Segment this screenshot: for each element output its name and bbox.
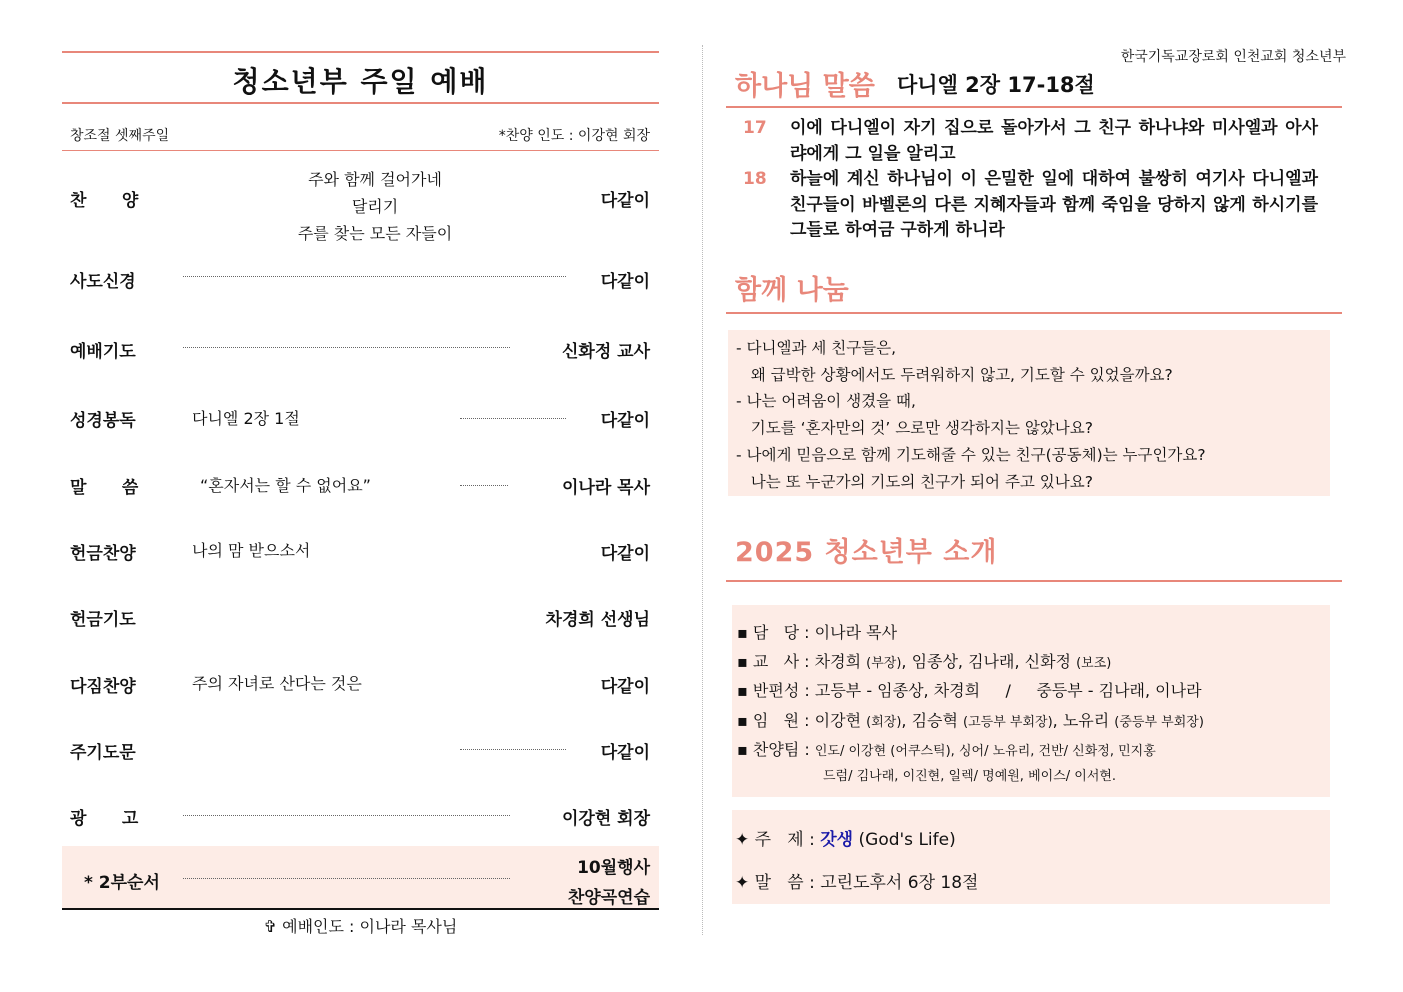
praise-label: 찬 양: [70, 191, 139, 211]
teachers-c: , 임종상, 김나래, 신화정: [901, 652, 1077, 671]
song-1: 주와 함께 걸어가네: [308, 170, 442, 189]
prayer-label: 예배기도: [70, 342, 136, 362]
staff-officers: [737, 708, 1204, 731]
share-rule: [726, 312, 1342, 314]
part2-line1: 10월행사: [577, 858, 650, 878]
praise-team-a: ▪ 찬양팀 :: [737, 740, 815, 759]
part2-line2: 찬양곡연습: [567, 888, 650, 908]
verse-17-num: 17: [743, 118, 767, 138]
question-line: - 다니엘과 세 친구들은,: [736, 339, 897, 357]
verse-18-text: 하늘에 계신 하나님이 이 은밀한 일에 대하여 불쌍히 여기사 다니엘과 친구들이 바벨론의 다른 지혜자들과 함께 죽임을 당하지 않게 하시기를 그들로 하여금 구하게 하니라: [790, 169, 1318, 240]
offering-song-who: 다같이: [600, 544, 650, 564]
lords-prayer-who: 다같이: [600, 743, 650, 763]
offering-prayer-label: 헌금기도: [70, 610, 136, 630]
creed-label: 사도신경: [70, 272, 136, 292]
officers-f: (중등부 부회장): [1114, 715, 1204, 730]
staff-teachers: [737, 649, 1111, 672]
prayer-who: 신화정 교사: [561, 342, 650, 362]
resolution-song-who: 다같이: [600, 677, 650, 697]
dots: [183, 276, 566, 277]
officers-a: ▪ 임 원 : 이강현: [737, 711, 867, 730]
theme-label: ✦ 주 제 :: [735, 830, 821, 850]
dots: [183, 878, 510, 879]
officers-e: , 노유리: [1052, 711, 1115, 730]
officers-c: , 김승혁: [901, 711, 964, 730]
teachers-b: (부장): [866, 656, 902, 671]
page-title: 청소년부 주일 예배: [232, 65, 489, 98]
intro-rule: [726, 580, 1342, 582]
word-rule: [726, 106, 1342, 108]
week-label: 창조절 셋째주일: [70, 128, 170, 144]
teachers-d: (보조): [1076, 656, 1112, 671]
part2-label: * 2부순서: [84, 873, 160, 893]
sermon-title: “혼자서는 할 수 없어요”: [200, 476, 371, 495]
bottom-rule: [62, 908, 659, 910]
staff-praise-team: [737, 737, 1156, 760]
header-rule: [62, 150, 659, 151]
praise-who: 다같이: [600, 191, 650, 211]
top-rule: [62, 51, 659, 53]
reading-text: 다니엘 2장 1절: [192, 409, 300, 428]
teachers-a: ▪ 교 사 : 차경희: [737, 652, 867, 671]
announce-who: 이강현 회장: [561, 809, 650, 829]
question-line: 기도를 ‘혼자만의 것’ 으로만 생각하지는 않았나요?: [736, 419, 1093, 437]
announce-label: 광 고: [70, 809, 139, 829]
dots: [460, 485, 508, 486]
verse-18-num: 18: [743, 169, 767, 189]
reading-who: 다같이: [600, 411, 650, 431]
praise-songs: [275, 166, 475, 247]
theme-word: 갓생: [820, 830, 854, 850]
footer-leader: ✞ 예배인도 : 이나라 목사님: [263, 917, 458, 936]
dots: [460, 418, 566, 419]
verse-line: ✦ 말 씀 : 고린도후서 6장 18절: [735, 873, 979, 893]
theme-line: [735, 825, 956, 850]
theme-en: (God's Life): [853, 830, 956, 850]
page-divider: [702, 45, 703, 935]
share-title: 함께 나눔: [735, 275, 849, 306]
song-3: 주를 찾는 모든 자들이: [297, 224, 453, 243]
staff-charge: ▪ 담 당 : 이나라 목사: [737, 623, 898, 642]
question-line: 나는 또 누군가의 기도의 친구가 되어 주고 있나요?: [736, 473, 1093, 491]
officers-b: (회장): [866, 715, 902, 730]
sermon-label: 말 씀: [70, 478, 139, 498]
resolution-song-text: 주의 자녀로 산다는 것은: [192, 674, 362, 693]
verse-17-text: 이에 다니엘이 자기 집으로 돌아가서 그 친구 하나냐와 미사엘과 아사랴에게 그 일을 알리고: [790, 118, 1318, 164]
offering-prayer-who: 차경희 선생님: [545, 610, 650, 630]
org-name: 한국기독교장로회 인천교회 청소년부: [1120, 49, 1346, 65]
officers-d: (고등부 부회장): [963, 715, 1053, 730]
dots: [183, 815, 510, 816]
praise-team-b: 인도/ 이강현 (어쿠스틱), 싱어/ 노유리, 건반/ 신화정, 민지홍: [814, 744, 1156, 759]
question-line: - 나에게 믿음으로 함께 기도해줄 수 있는 친구(공동체)는 누구인가요?: [736, 446, 1206, 464]
question-line: 왜 급박한 상황에서도 두려워하지 않고, 기도할 수 있었을까요?: [736, 366, 1173, 384]
title-rule: [62, 102, 659, 104]
staff-classes: ▪ 반편성 : 고등부 - 임종상, 차경희 / 중등부 - 김나래, 이나라: [737, 681, 1202, 700]
word-title: 하나님 말씀: [735, 71, 875, 102]
creed-who: 다같이: [600, 272, 650, 292]
intro-title: 2025 청소년부 소개: [735, 537, 998, 568]
word-ref: 다니엘 2장 17-18절: [897, 73, 1095, 97]
dots: [460, 749, 566, 750]
sermon-who: 이나라 목사: [561, 478, 650, 498]
lords-prayer-label: 주기도문: [70, 743, 136, 763]
reading-label: 성경봉독: [70, 411, 136, 431]
question-line: - 나는 어려움이 생겼을 때,: [736, 392, 916, 410]
song-2: 달리기: [351, 197, 399, 216]
offering-song-text: 나의 맘 받으소서: [192, 541, 311, 560]
dots: [183, 347, 510, 348]
staff-praise-team-2: 드럼/ 김나래, 이진현, 일렉/ 명예원, 베이스/ 이서현.: [823, 769, 1117, 784]
resolution-song-label: 다짐찬양: [70, 677, 136, 697]
offering-song-label: 헌금찬양: [70, 544, 136, 564]
praise-leader: *찬양 인도 : 이강현 회장: [498, 128, 650, 144]
